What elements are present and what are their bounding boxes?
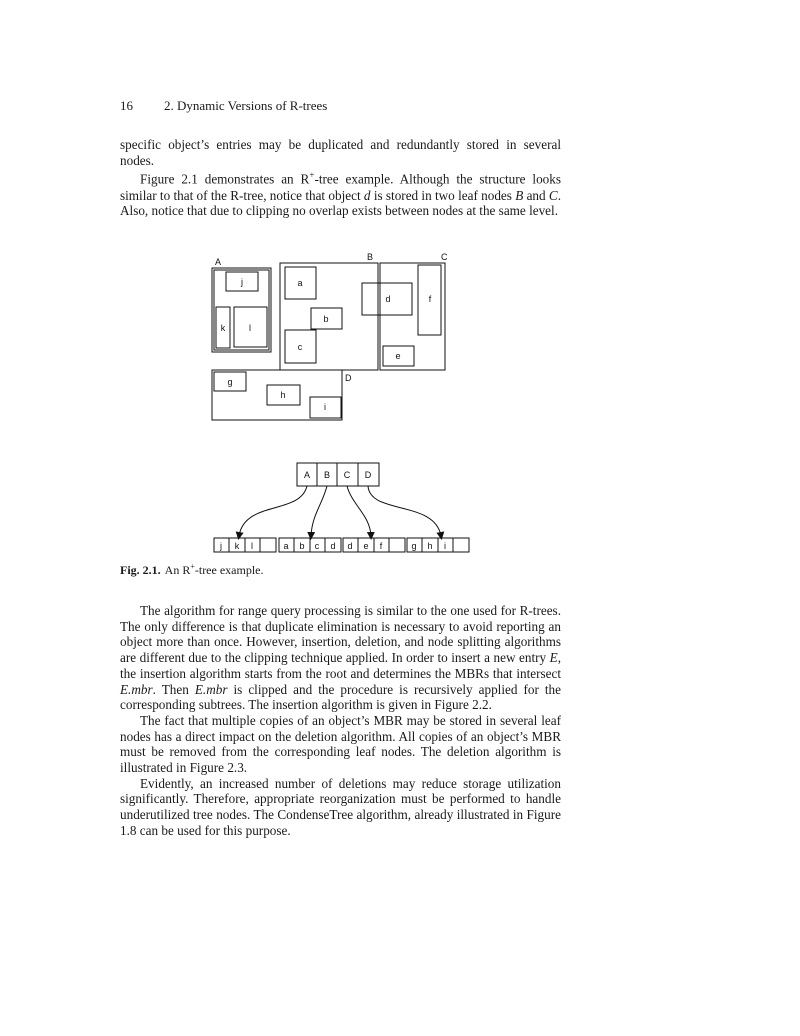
root-entry-A: A (303, 470, 311, 480)
obj-label-d: d (385, 294, 391, 304)
paragraph-continuation-line: specific object’s entries may be duplicated and redundantly stored in several (120, 137, 561, 152)
leaf-entry: j (220, 541, 222, 551)
leaf-entry: b (299, 541, 305, 551)
paragraph-figure-intro (120, 168, 561, 219)
math-var: B (515, 187, 524, 203)
text-run: Figure 2.1 demonstrates an R (140, 171, 310, 187)
pointer-B (311, 486, 327, 536)
root-entry-C: C (343, 470, 351, 480)
text-run: , the insertion algorithm starts from the root and determines the MBRs that intersect (120, 650, 561, 681)
page-number: 16 (120, 98, 133, 113)
root-node (297, 463, 379, 486)
obj-label-j: j (241, 277, 243, 287)
obj-label-l: l (249, 323, 251, 333)
obj-label-b: b (323, 314, 329, 324)
object-f (418, 265, 441, 335)
text-run: is clipped and the procedure is recursively applied for the corresponding subtrees. The insertion algorithm is given in Figure 2.2. (120, 681, 561, 713)
obj-label-k: k (220, 323, 226, 333)
leaf-node-B (279, 538, 341, 552)
object-i (310, 397, 341, 418)
label-B: B (367, 252, 374, 262)
paragraph-deletion: The fact that multiple copies of an object’s MBR may be stored in several leaf nodes has a direct impact on the deletion algorithm. All copies of an object’s MBR must be removed from the corresponding leaf nodes. The deletion algorithm is illustrated in Figure 2.3. (120, 712, 561, 776)
caption-text: An R (164, 563, 191, 577)
region-C (380, 263, 445, 370)
object-l (234, 307, 267, 347)
figure-caption (120, 562, 263, 578)
chapter-title: 2. Dynamic Versions of R-trees (164, 98, 328, 113)
pointer-D (368, 486, 441, 536)
paragraph-range-query (120, 603, 561, 713)
leaf-entry: l (251, 541, 253, 551)
label-A: A (215, 257, 222, 267)
object-a (285, 267, 316, 299)
superscript: + (309, 170, 315, 181)
object-g (214, 372, 246, 391)
text-run: . Also, notice that due to clipping no overlap exists between nodes at the same level. (120, 187, 561, 219)
text-run: . Then (152, 681, 195, 697)
leaf-entry: a (283, 541, 289, 551)
label-C: C (441, 252, 448, 262)
caption-label: Fig. 2.1. (120, 563, 161, 577)
obj-label-e: e (395, 351, 401, 361)
pointer-A (239, 486, 307, 536)
obj-label-c: c (297, 342, 303, 352)
running-header (120, 98, 327, 114)
top-paragraphs (120, 137, 561, 219)
math-var: E.mbr (120, 681, 153, 697)
paragraph-continuation-end: nodes. (120, 152, 155, 168)
root-entry-D: D (364, 470, 372, 480)
obj-label-h: h (280, 390, 286, 400)
math-var: E (549, 650, 558, 666)
pointer-C (347, 486, 371, 536)
bottom-paragraphs (120, 603, 561, 839)
object-j (226, 272, 258, 291)
math-var: E.mbr (194, 681, 228, 697)
superscript: + (190, 562, 195, 571)
root-entry-B: B (323, 470, 331, 480)
leaf-entry: k (234, 541, 240, 551)
text-run: is stored in two leaf nodes (370, 187, 516, 203)
leaf-node-D (407, 538, 469, 552)
text-run: The algorithm for range query processing is similar to the one used for R-trees. The only difference is that duplicate elimination is necessary to avoid reporting an object more than once. However, insertion, deletion, and node splitting algorithms are different due to the clipping technique applied. In order to insert a new entry (120, 603, 561, 666)
leaf-entry: e (363, 541, 369, 551)
obj-label-a: a (297, 278, 303, 288)
object-c (285, 330, 316, 363)
text-run: and (523, 187, 549, 203)
math-var: C (548, 187, 558, 203)
caption-text: -tree example. (194, 563, 264, 577)
object-k (216, 307, 230, 348)
text-run: -tree example. Although the structure looks similar to that of the R-tree, notice that object (120, 171, 561, 203)
leaf-entry: c (314, 541, 320, 551)
leaf-entry: d (330, 541, 336, 551)
leaf-node-C (343, 538, 405, 552)
object-h (267, 385, 300, 405)
region-B (280, 263, 378, 370)
object-d (362, 283, 412, 315)
math-var: d (363, 187, 371, 203)
label-D: D (345, 373, 352, 383)
obj-label-f: f (428, 294, 432, 304)
object-e (383, 346, 414, 366)
leaf-entry: f (379, 541, 383, 551)
obj-label-i: i (324, 402, 326, 412)
leaf-entry: i (444, 541, 446, 551)
paragraph-condense: Evidently, an increased number of deletions may reduce storage utilization significantly. Therefore, appropriate reorganization must be performed to handle underutilized tree nodes. The CondenseTree algorithm, already illustrated in Figure 1.8 can be used for this purpose. (120, 775, 561, 838)
object-b (311, 308, 342, 329)
obj-label-g: g (227, 377, 233, 387)
leaf-entry: d (347, 541, 353, 551)
region-A-inner (214, 270, 269, 350)
leaf-node-A (214, 538, 276, 552)
region-D (212, 370, 342, 420)
leaf-entry: h (427, 541, 433, 551)
leaf-entry: g (411, 541, 417, 551)
region-A (212, 268, 271, 352)
